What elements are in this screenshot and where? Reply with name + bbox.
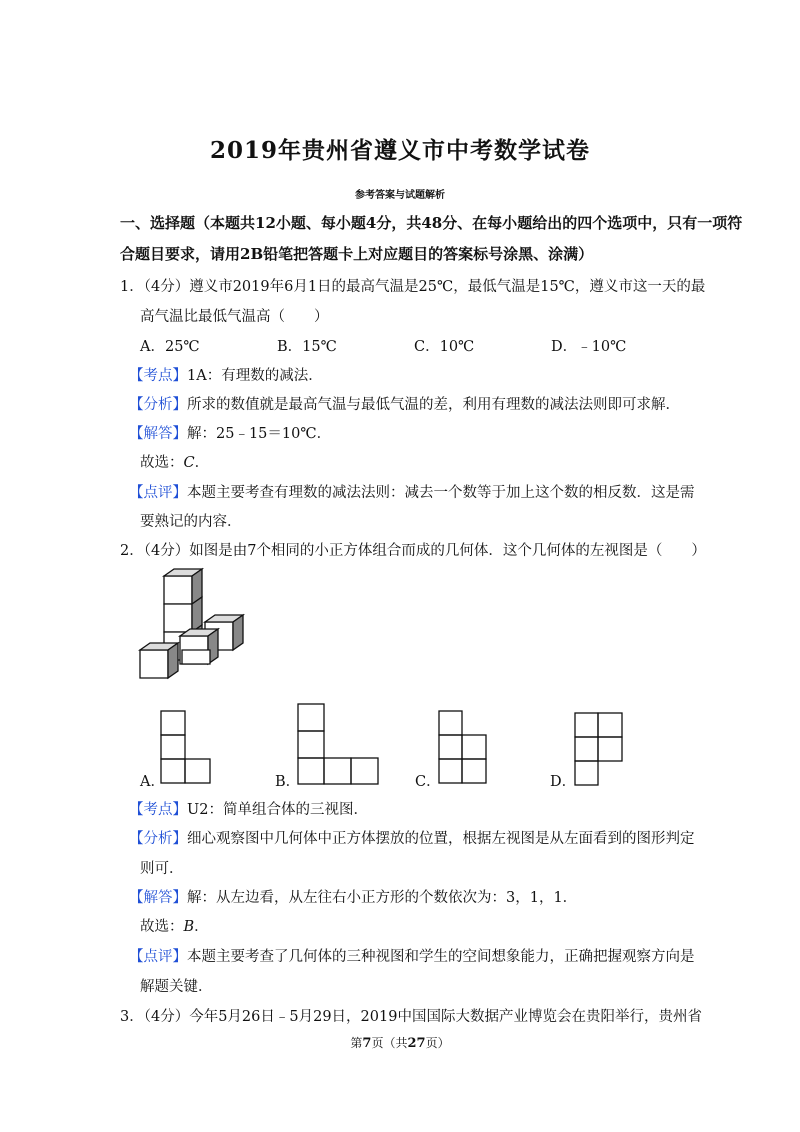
page-title: 2019年贵州省遵义市中考数学试卷 — [209, 137, 590, 164]
jieda-text: 解：25﹣15＝10℃． — [187, 426, 332, 442]
kaodian-text: 1A：有理数的减法． — [187, 368, 323, 384]
footer-page-number: 7 — [362, 1036, 372, 1051]
q2-option-d-figure — [574, 712, 624, 787]
q1-option-c: C．10℃ — [414, 339, 475, 355]
q2-fenxi — [129, 827, 695, 848]
footer-suffix: 页） — [425, 1036, 450, 1050]
answer-label: 故选： — [140, 455, 184, 471]
dianping-tag: 【点评】 — [129, 485, 187, 501]
kaodian-tag: 【考点】 — [129, 802, 187, 818]
q2-dianping-line-2: 解题关键． — [140, 979, 213, 995]
footer-middle: 页（共 — [371, 1036, 408, 1050]
answer-end: ． — [194, 455, 210, 471]
answer-letter: C — [183, 455, 195, 471]
dianping-text: 本题主要考查了几何体的三种视图和学生的空间想象能力，正确把握观察方向是 — [187, 949, 695, 965]
q1-stem-line-2: 高气温比最低气温高（ ） — [140, 309, 329, 325]
fenxi-tag: 【分析】 — [129, 831, 187, 847]
fenxi-tag: 【分析】 — [129, 397, 187, 413]
q2-option-b: B． — [275, 774, 301, 790]
q1-stem-line-1: 1．（4分）遵义市2019年6月1日的最高气温是25℃，最低气温是15℃，遵义市这一天的最 — [120, 279, 706, 295]
jieda-text: 解：从左边看，从左往右小正方形的个数依次为：3，1，1． — [187, 890, 578, 906]
q2-answer — [140, 915, 209, 936]
q2-stem-line-1: 2．（4分）如图是由7个相同的小正方体组合而成的几何体．这个几何体的左视图是（ ） — [120, 543, 706, 559]
q2-option-a-figure — [160, 710, 214, 785]
q2-option-c-figure — [438, 710, 488, 785]
q2-dianping — [129, 945, 695, 966]
fenxi-text: 细心观察图中几何体中正方体摆放的位置，根据左视图是从左面看到的图形判定 — [187, 831, 695, 847]
q1-option-a: A．25℃ — [140, 339, 200, 355]
q1-option-d: D．﹣10℃ — [551, 339, 627, 355]
jieda-tag: 【解答】 — [129, 426, 187, 442]
jieda-tag: 【解答】 — [129, 890, 187, 906]
fenxi-text: 所求的数值就是最高气温与最低气温的差，利用有理数的减法法则即可求解． — [187, 397, 680, 413]
q1-dianping-line-2: 要熟记的内容． — [140, 514, 242, 530]
answer-end: ． — [194, 919, 209, 935]
q2-option-c: C． — [415, 774, 441, 790]
q2-fenxi-line-2: 则可． — [140, 861, 184, 877]
answer-letter: B — [183, 919, 195, 935]
q3-stem-line-1: 3．（4分）今年5月26日﹣5月29日，2019中国国际大数据产业博览会在贵阳举行，贵州省 — [120, 1009, 702, 1025]
section-heading-line-1: 一、选择题（本题共12小题、每小题4分，共48分、在每小题给出的四个选项中，只有一项符 — [120, 214, 743, 232]
dianping-text: 本题主要考查有理数的减法法则：减去一个数等于加上这个数的相反数．这是需 — [187, 485, 695, 501]
page-footer — [0, 1034, 800, 1051]
q2-option-b-figure — [297, 703, 381, 785]
page-subtitle: 参考答案与试题解析 — [355, 190, 445, 201]
q2-option-d: D． — [550, 774, 577, 790]
q2-option-a: A． — [140, 774, 165, 790]
section-heading-line-2: 合题目要求，请用2B铅笔把答题卡上对应题目的答案标号涂黑、涂满） — [120, 245, 594, 263]
dianping-tag: 【点评】 — [129, 949, 187, 965]
q1-option-b: B．15℃ — [277, 339, 337, 355]
q2-kaodian — [129, 798, 368, 819]
answer-label: 故选： — [140, 919, 184, 935]
q2-jieda — [129, 886, 577, 907]
kaodian-text: U2：简单组合体的三视图． — [187, 802, 368, 818]
footer-prefix: 第 — [350, 1036, 363, 1050]
kaodian-tag: 【考点】 — [129, 368, 187, 384]
footer-total-pages: 27 — [407, 1036, 426, 1051]
